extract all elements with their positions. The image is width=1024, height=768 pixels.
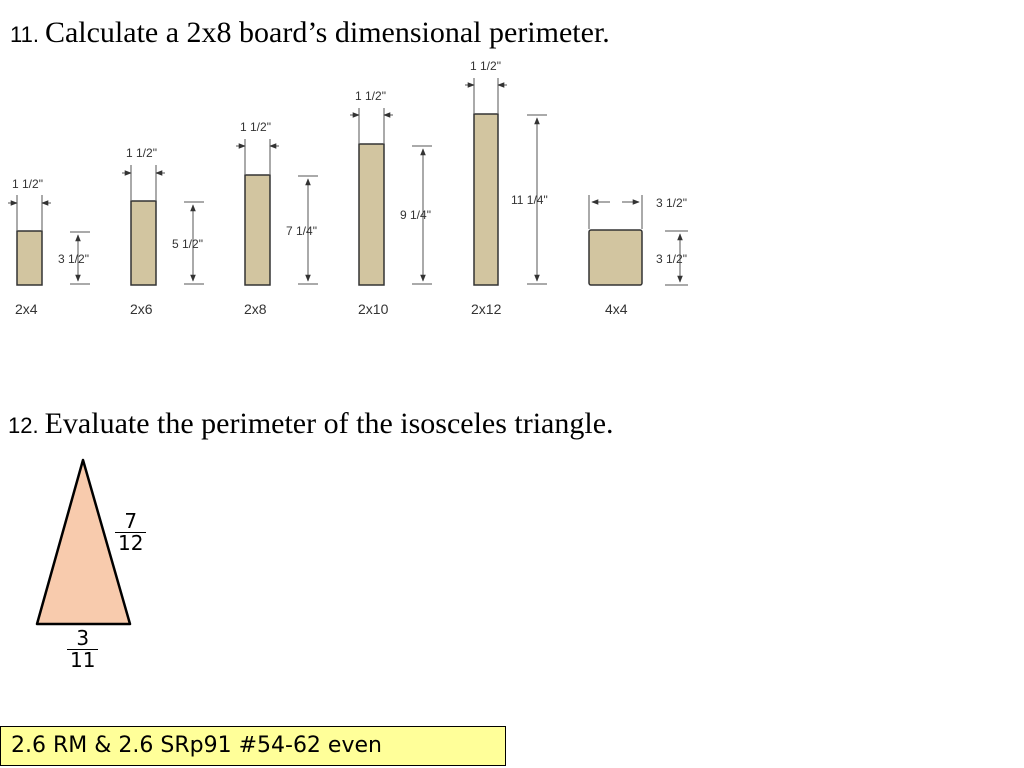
board-2x8-shape	[245, 175, 270, 285]
board-2x12-height-label: 11 1/4"	[511, 193, 548, 207]
board-2x4-shape	[17, 231, 42, 285]
question-12-number: 12.	[8, 413, 39, 438]
question-11-text: Calculate a 2x8 board’s dimensional perimeter.	[44, 16, 610, 49]
board-2x4-width-label: 1 1/2"	[12, 177, 43, 191]
question-12	[8, 409, 614, 439]
board-4x4-width-label: 3 1/2"	[656, 196, 687, 210]
board-4x4-name: 4x4	[605, 301, 628, 317]
triangle-base-denominator: 11	[70, 648, 96, 672]
triangle-side-denominator: 12	[118, 531, 144, 555]
board-4x4-shape	[589, 230, 642, 285]
board-2x8-height-label: 7 1/4"	[286, 224, 317, 238]
board-2x10-width-label: 1 1/2"	[355, 89, 386, 103]
question-11-number: 11.	[10, 22, 39, 47]
board-2x10-shape	[359, 144, 384, 285]
board-2x6-height-label: 5 1/2"	[172, 237, 203, 251]
board-2x10-name: 2x10	[358, 301, 389, 317]
board-2x8-name: 2x8	[244, 301, 267, 317]
triangle-side-numerator: 7	[124, 509, 138, 533]
triangle-base-numerator: 3	[76, 626, 90, 650]
board-2x4-height-label: 3 1/2"	[58, 252, 89, 266]
board-2x12-shape	[474, 114, 498, 285]
question-12-text: Evaluate the perimeter of the isosceles triangle.	[44, 407, 614, 440]
board-2x10-height-label: 9 1/4"	[400, 208, 431, 222]
triangle-side-length	[115, 511, 146, 554]
homework-assignment-box: 2.6 RM & 2.6 SRp91 #54-62 even	[0, 726, 506, 766]
board-2x12-name: 2x12	[471, 301, 502, 317]
board-2x8-width-label: 1 1/2"	[240, 120, 271, 134]
board-4x4-height-label: 3 1/2"	[656, 252, 687, 266]
board-2x6-name: 2x6	[130, 301, 153, 317]
triangle-base-length	[67, 628, 98, 671]
board-2x12-width-label: 1 1/2"	[470, 59, 501, 73]
board-2x4-name: 2x4	[15, 301, 38, 317]
board-2x6-width-label: 1 1/2"	[126, 146, 157, 160]
board-2x6-shape	[131, 201, 156, 285]
